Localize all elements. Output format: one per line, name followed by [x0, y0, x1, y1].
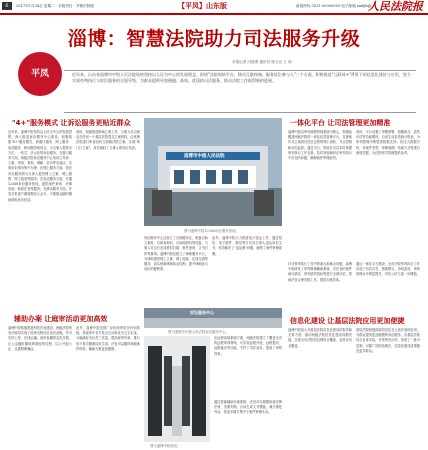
column-stamp-logo: 平凤 [18, 52, 62, 96]
photo-court-building [144, 118, 282, 226]
photo-1-caption: 图为淄博中院12368诉讼服务热线。 [184, 229, 239, 233]
section-3-col-4: 通过智能辅助办案系统，法官可以便捷检索法律法规、类案判例，自动生成文书模板，减少重复劳动，将更多精力集中于案件审理本身。 [214, 400, 282, 415]
photo-3-caption: 图为淄博中院机房。 [150, 444, 181, 448]
section-3-col-3: 在远程视频系统方面，两级法院建立了覆盖全市的远程审判网络，可实现远程开庭、远程提讯、远程接访等功能，节约了司法成本，提高了审判效率。 [214, 336, 282, 356]
lead-top-rule [64, 70, 416, 71]
header-rule [0, 13, 428, 15]
photo-2-caption: 图为淄博市中级人民法院诉讼服务中心。 [168, 330, 230, 334]
photo-service-center [144, 308, 282, 328]
section-2-col-2: 同时，平台设置了审限预警、超期督办、质效评估等功能模块，自动生成各类统计报表，为审判管理决策提供数据支持。依托大数据分析，对案件类型、审理周期、结案方式等进行深度挖掘，为法院科学管理提供参考。 [356, 130, 420, 155]
section-2-col-3: 针对审判执行工作中的重点和难点问题，淄博中院研发了审判管理辅助系统，对法官的案件承办情况、审判质效指标等进行全面评估，帮助法官合理安排工作，提高办案效率。 [288, 262, 352, 282]
section-3-title: 辅助办案 让庭审活动更加高效 [14, 315, 108, 323]
section-1-title: "4+"服务模式 让诉讼服务更贴近群众 [12, 119, 131, 127]
section-1-col-3: 诉讼服务中心还设立了自助服务区，配备自助立案机、自助查询机、自助阅卷机等设备，当事人可自行完成材料扫描、案件查询、文书打印等事项。淄博中院还建立了律师服务平台，为律师提供网上立案、网上阅卷、在线交流等服务，切实保障律师执业权利，提升律师参与诉讼的便利度。 [144, 236, 208, 272]
section-4-col-1: 淄博中院加大对基层法院信息化建设的指导和支持力度，推动两级法院信息化建设均衡发展，实现全市法院信息网络全覆盖、业务应用全覆盖。 [288, 328, 352, 348]
section-2-col-1: 淄博中院以审判流程管理系统为核心，构建起覆盖两级法院的一体化信息管理平台，实现案件从立案到归档全过程的网上流转、节点控制和动态监管。通过平台，院庭长可以实时掌握审判执行工作态势，及时发现和纠正审判执行中存在的问题，确保案件审理质效。 [288, 130, 352, 161]
photo-server-room [144, 336, 210, 442]
service-center-sign-text: 诉讼服务中心 [190, 310, 214, 315]
issue-meta: 2017年1月24日 星期二 · 本版责任 · 齐鲁法制版 [16, 4, 94, 8]
section-4-col-2: 基层法院积极探索信息化在人民法庭的应用，为群众提供更加便捷的诉讼服务。各基层法院结合自身实际，开发特色应用，形成了一批可复制、可推广的经验做法，信息化建设成果惠及更多群众。 [356, 328, 420, 353]
contact-info: 新闻热线 0531-00000000 电子邮箱 rmfyb@... [296, 4, 375, 8]
lead-bottom-rule [64, 112, 416, 113]
section-3-col-1: 淄博中院积极推进科技法庭建设，两级法院所有法庭均实现了庭审全程同步录音录像，并可实时上传、在线点播。庭审直播常态化开展，让公众随时随地观看庭审过程，以公开促公正、以透明保廉洁。 [8, 326, 72, 351]
section-1-col-4: 此外，淄博中院大力推进电子送达工作，通过短信、电子邮件、微信等方式向当事人送达诉讼文书，有效解决了"送达难"问题，缩短了案件审理周期。 [212, 236, 282, 256]
masthead: 人民法院报 [368, 0, 423, 13]
byline: 本报记者 闫继勇 通讯员 陈玉良 王 琛 [232, 60, 292, 64]
court-building-illustration [144, 118, 282, 226]
section-1-col-1: 近年来，淄博中院坚持以人民为中心的发展思想，深入推进诉讼服务中心建设，积极构建"4+"服务模式，即窗口服务、网上服务、电话服务、移动服务相结合，为当事人提供全方位、一站式、多元化的诉讼服务。在窗口服务方面，两级法院诉讼服务中心均设立导诉、立案、咨询、查询、调解、信访等功能区，实现诉讼事务集中办理；在网上服务方面，依托诉讼服务网为当事人提供网上立案、网上缴费、网上阅卷等服务；在电话服务方面，开通12368诉讼服务热线，提供案件查询、法律咨询、联系法官等服务；在移动服务方面，开发手机客户端和微信公众号，方便群众随时随地获取诉讼信息。 [8, 130, 72, 202]
section-4-title: 信息化建设 让基层法院应用更加便捷 [290, 317, 405, 325]
page-number: 6 [2, 2, 12, 10]
section-2-title: 一体化平台 让司法管理更加精准 [290, 119, 391, 127]
server-racks-illustration [144, 336, 210, 442]
section-2-col-4: 通过一体化平台建设，全市法院审判执行工作实现了信息共享、资源整合、协同高效，审判管理水平明显提升，司法公信力进一步增强。 [356, 262, 420, 277]
section-3-col-2: 此外，淄博中院还推广应用庭审语音识别系统，将庭审中各方发言自动转化为文字记录，大幅减轻书记员工作量，提高庭审效率。推行电子卷宗随案同步生成，法官可以随时调阅案件材料，辅助办案更加便捷。 [76, 326, 140, 351]
page-title: 淄博：智慧法院助力司法服务升级 [67, 28, 361, 50]
section-1-col-2: 同时，积极推进跨域立案工作，当事人可以就近在任何一个基层法院提交立案材料，由受理法院进行审查后转交管辖法院立案，实现"家门口立案"，有效减轻了当事人的诉讼负担。 [76, 130, 140, 150]
court-sign-text: 淄博市中级人民法院 [184, 154, 225, 159]
column-name: 【平凤】山东版 [178, 1, 227, 10]
lead-paragraph: 近年来，山东省淄博市中级人民法院始终坚持以人民为中心的发展理念，围绕"法院网络平台、移动互联终端、服务诉讼参与人"三个方面，积极推进"互联网+"背景下的信息化建设与应用，努力实现审判执行与诉讼服务的全面升级，为群众提供更加便捷、高效、优质的司法服务，推动法院工作取得新的进展。 [72, 72, 411, 84]
